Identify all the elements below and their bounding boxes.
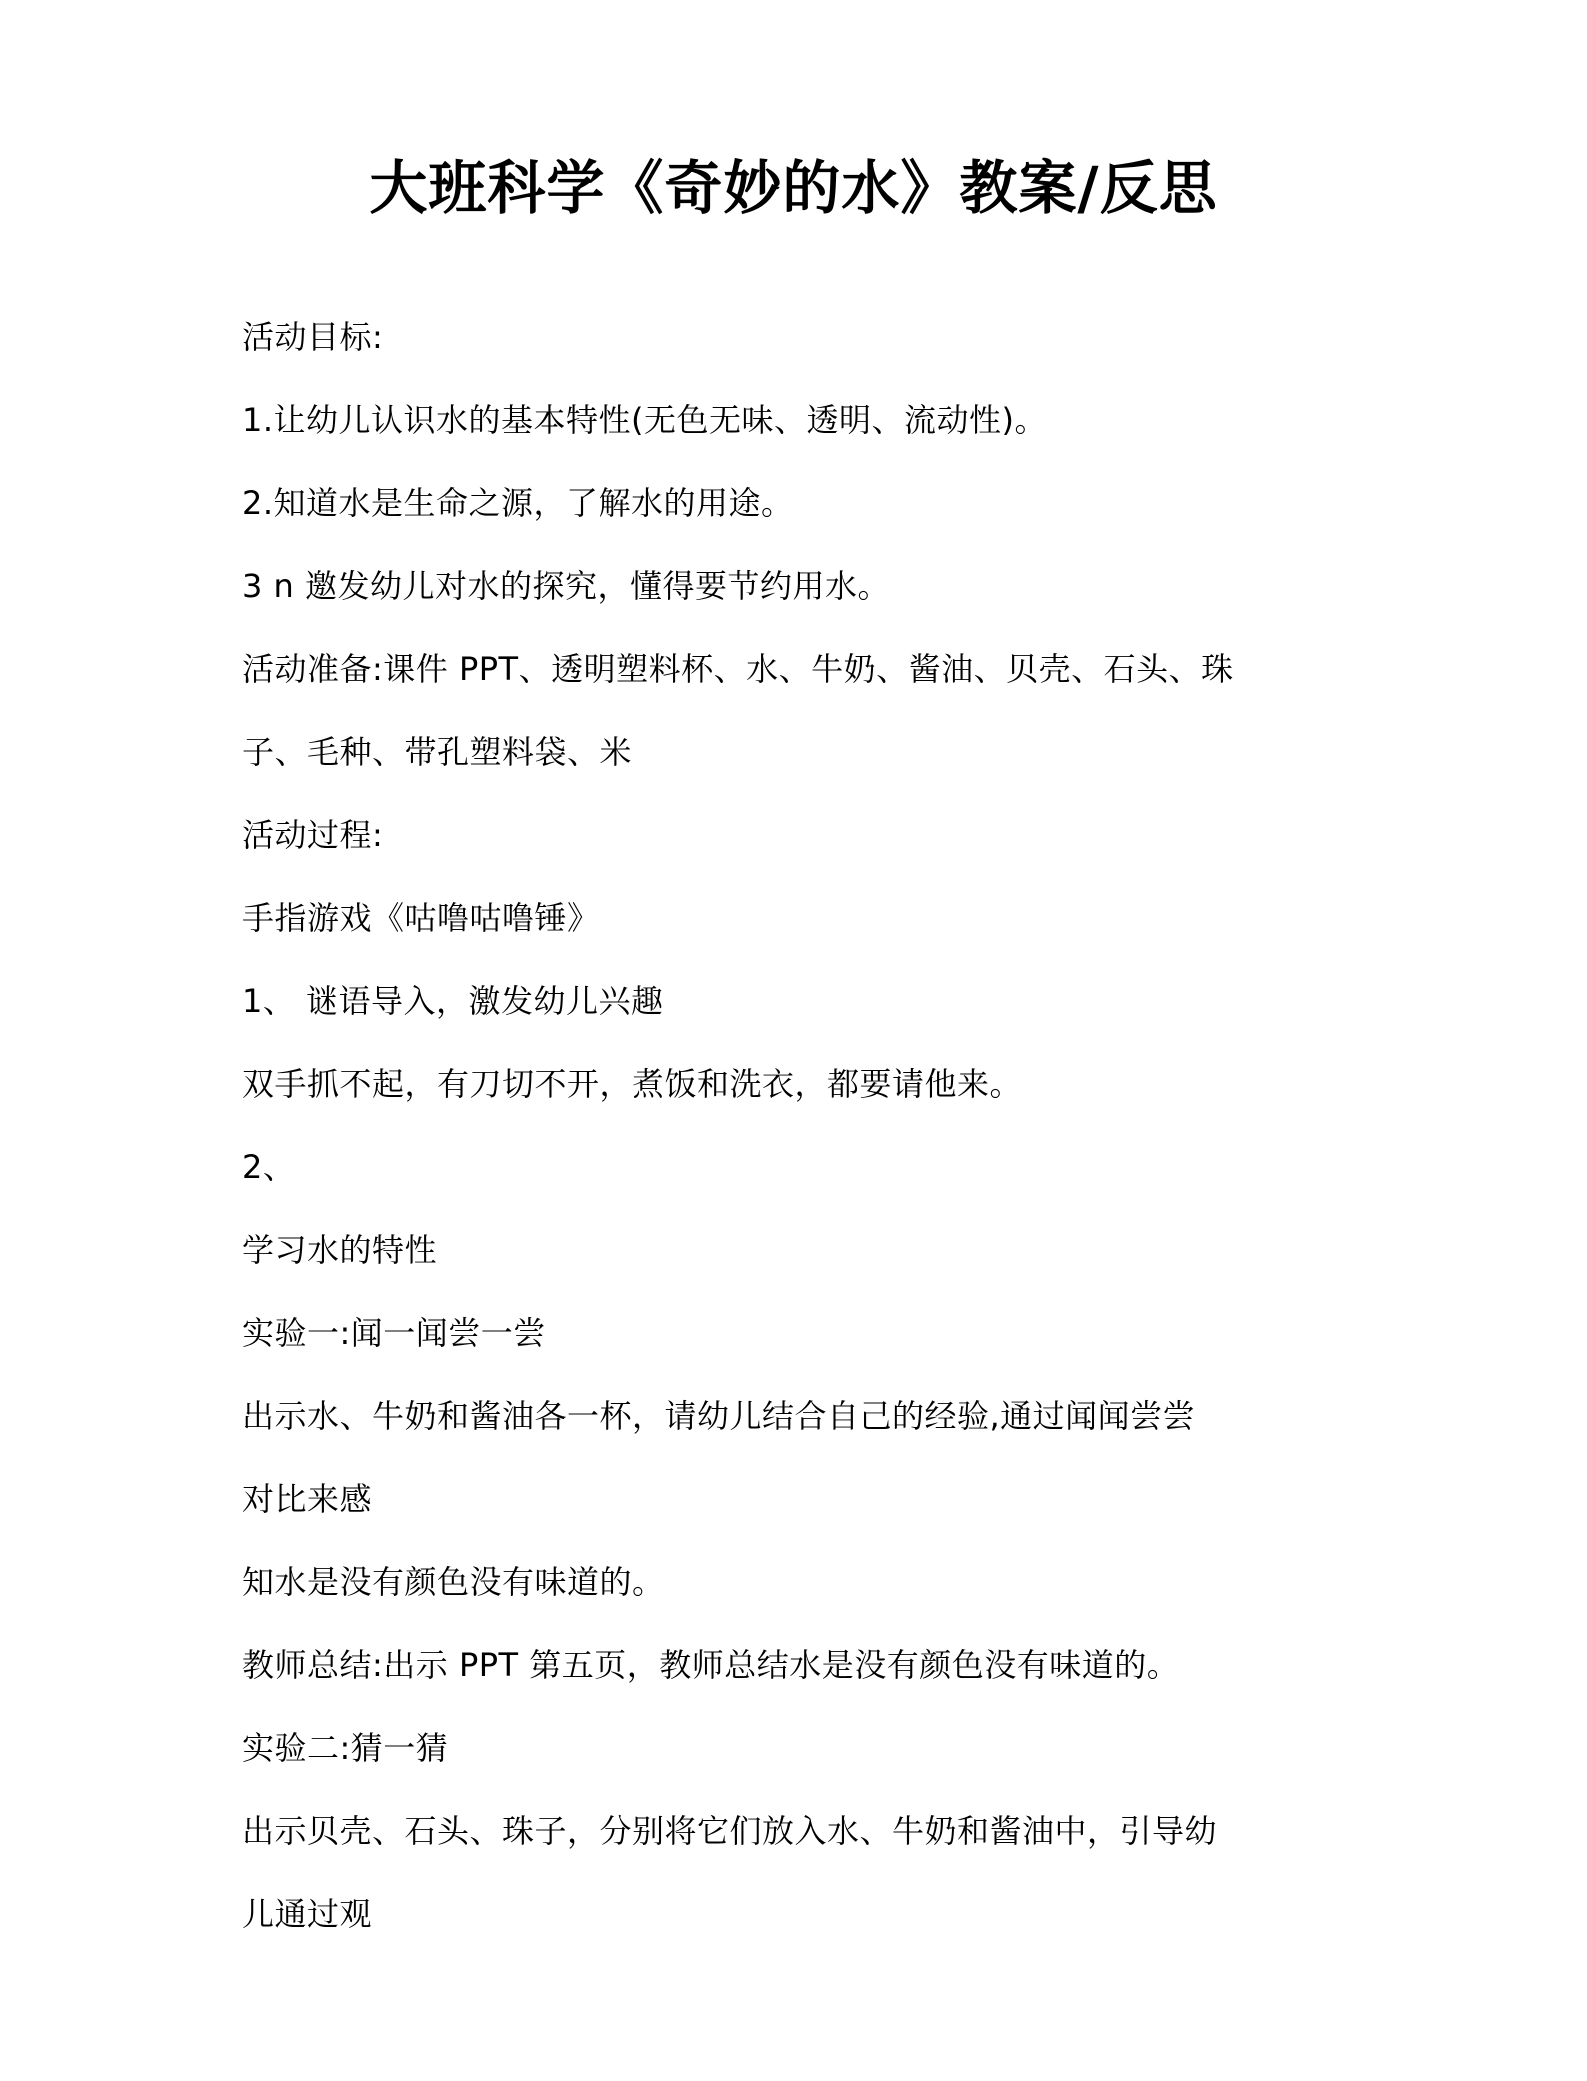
teacher-summary: 教师总结:出示 PPT 第五页，教师总结水是没有颜色没有味道的。 [242,1646,1180,1684]
experiment-1-text-3: 知水是没有颜色没有味道的。 [242,1563,665,1601]
riddle-text: 双手抓不起，有刀切不开，煮饭和洗衣，都要请他来。 [242,1065,1023,1103]
experiment-2-heading: 实验二:猜一猜 [242,1729,449,1767]
experiment-1-text-1: 出示水、牛奶和酱油各一杯，请幼儿结合自己的经验,通过闻闻尝尝 [242,1397,1196,1435]
goal-item-2: 2.知道水是生命之源，了解水的用途。 [242,484,794,522]
finger-game: 手指游戏《咕噜咕噜锤》 [242,899,600,937]
step-2-heading: 学习水的特性 [242,1231,438,1269]
experiment-1-heading: 实验一:闻一闻尝一尝 [242,1314,546,1352]
section-heading-goals: 活动目标: [242,318,384,356]
section-heading-process: 活动过程: [242,816,384,854]
goal-item-1: 1.让幼儿认识水的基本特性(无色无味、透明、流动性)。 [242,401,1048,439]
document-title: 大班科学《奇妙的水》教案/反思 [369,154,1218,222]
document-body [242,296,1362,1956]
preparation-line-1: 活动准备:课件 PPT、透明塑料杯、水、牛奶、酱油、贝壳、石头、珠 [242,650,1234,688]
step-1-heading: 1、 谜语导入，激发幼儿兴趣 [242,982,664,1020]
preparation-line-2: 子、毛种、带孔塑料袋、米 [242,733,633,771]
step-2-number: 2、 [242,1148,296,1186]
experiment-1-text-2: 对比来感 [242,1480,373,1518]
experiment-2-text-1: 出示贝壳、石头、珠子，分别将它们放入水、牛奶和酱油中，引导幼 [242,1812,1218,1850]
experiment-2-text-2: 儿通过观 [242,1895,373,1933]
goal-item-3: 3 n 邀发幼儿对水的探究，懂得要节约用水。 [242,567,890,605]
